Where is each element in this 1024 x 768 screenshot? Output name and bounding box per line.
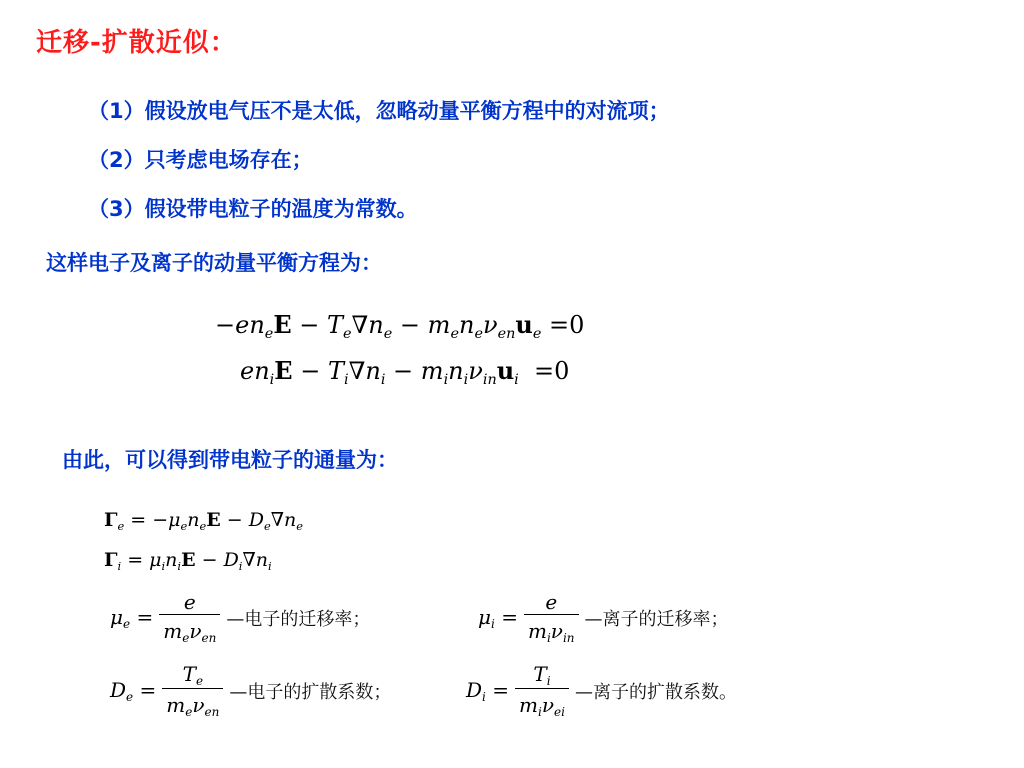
flux-intro: 由此，可以得到带电粒子的通量为： xyxy=(62,448,398,472)
momentum-intro: 这样电子及离子的动量平衡方程为： xyxy=(46,251,382,275)
assumption-1: （1）假设放电气压不是太低，忽略动量平衡方程中的对流项； xyxy=(88,99,670,123)
ion-mobility-definition: $\mu_i$ = $\frac{e}{m_i\nu_{in}}$ —离子的迁移率； xyxy=(478,590,729,646)
electron-momentum-equation: $-en_eE - T_e\nabla n_e - m_en_e\nu_{en}u_e =0$ xyxy=(215,310,585,343)
assumption-3: （3）假设带电粒子的温度为常数。 xyxy=(88,197,418,221)
ion-momentum-equation: $en_iE - T_i\nabla n_i - m_in_i\nu_{in}u_i =0$ xyxy=(240,356,570,389)
electron-diffusion-definition: $D_e$ = $\frac{T_e}{m_e\nu_{en}}$ —电子的扩散系数； xyxy=(110,662,392,720)
electron-diffusion-label: —电子的扩散系数； xyxy=(229,681,392,703)
ion-mobility-label: —离子的迁移率； xyxy=(584,608,729,630)
assumption-2: （2）只考虑电场存在； xyxy=(88,148,313,172)
electron-mobility-label: —电子的迁移率； xyxy=(226,608,371,630)
ion-diffusion-label: —离子的扩散系数。 xyxy=(574,681,737,703)
slide-title: 迁移-扩散近似： xyxy=(36,28,237,58)
ion-flux-equation: $\Gamma_i = \mu_in_iE - D_i\nabla n_i$ xyxy=(104,549,272,573)
ion-diffusion-definition: $D_i$ = $\frac{T_i}{m_i\nu_{ei}}$ —离子的扩散系数。 xyxy=(466,662,737,720)
electron-mobility-definition: $\mu_e$ = $\frac{e}{m_e\nu_{en}}$ —电子的迁移率； xyxy=(110,590,371,646)
electron-flux-equation: $\Gamma_e = -\mu_en_eE - D_e\nabla n_e$ xyxy=(104,509,304,533)
